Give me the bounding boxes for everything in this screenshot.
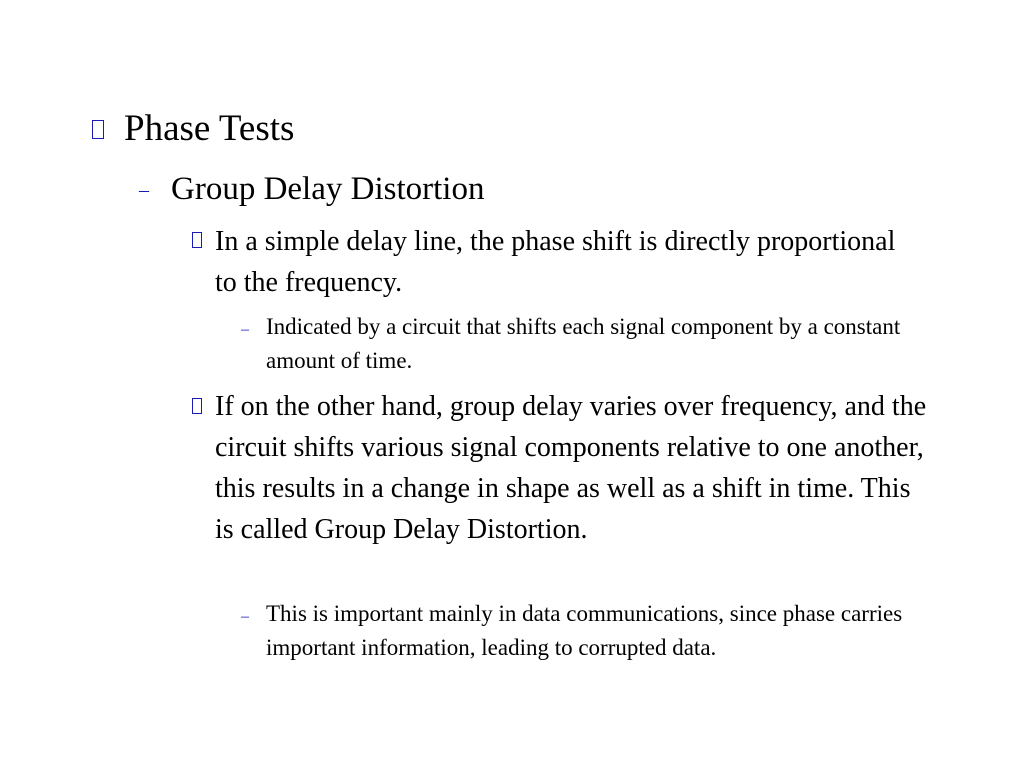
- sub-bullet-indicated-by-circuit: Indicated by a circuit that shifts each signal component by a constant amount of time.: [266, 314, 901, 373]
- square-bullet-icon: [192, 398, 202, 414]
- en-dash-bullet-icon: –: [241, 608, 249, 625]
- en-dash-bullet-icon: –: [241, 321, 249, 338]
- square-bullet-icon: [92, 120, 104, 139]
- subheading-group-delay-distortion: Group Delay Distortion: [171, 171, 485, 207]
- bullet-simple-delay-line: In a simple delay line, the phase shift is directly proportional to the frequency.: [215, 226, 896, 298]
- en-dash-bullet-icon: –: [139, 179, 149, 201]
- square-bullet-icon: [192, 232, 202, 248]
- sub-bullet-data-communications: This is important mainly in data communications, since phase carries important information, leading to corrupted data.: [266, 601, 903, 660]
- heading-phase-tests: Phase Tests: [124, 108, 295, 149]
- bullet-group-delay-varies: If on the other hand, group delay varies over frequency, and the circuit shifts various signal components relative to one another, this results in a change in shape as well as a shift in time. This is called Group Delay Distortion.: [215, 391, 927, 545]
